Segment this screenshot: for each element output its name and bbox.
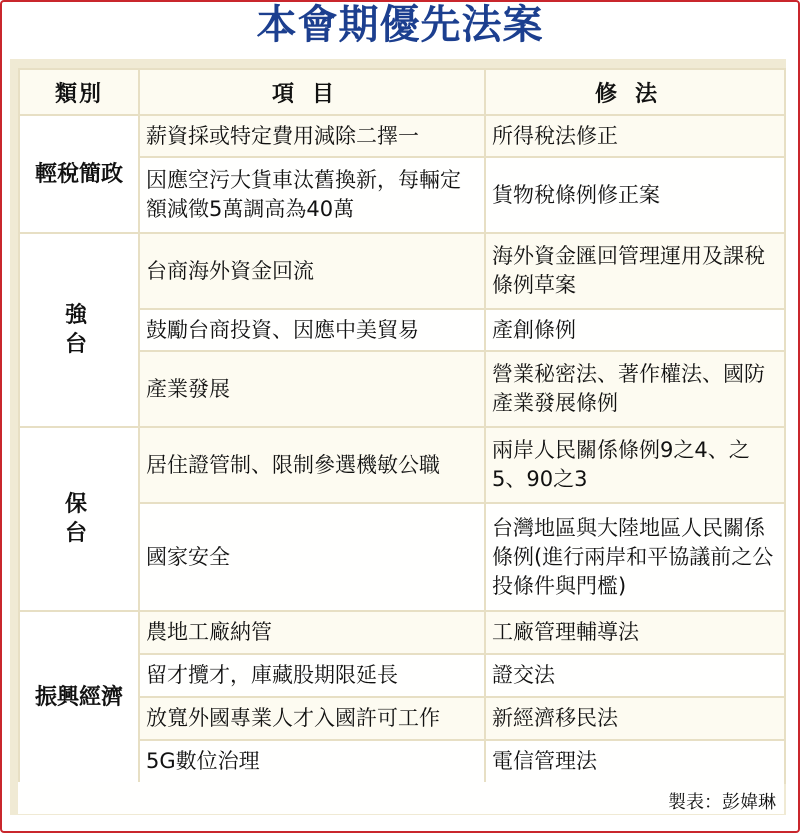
item-cell: 農地工廠納管 [139, 611, 485, 654]
category-cell: 強台 [19, 233, 139, 427]
category-cell: 振興經濟 [19, 611, 139, 783]
item-cell: 因應空污大貨車汰舊換新，每輛定額減徵5萬調高為40萬 [139, 157, 485, 233]
item-cell: 台商海外資金回流 [139, 233, 485, 309]
law-cell: 產創條例 [485, 309, 785, 351]
item-cell: 國家安全 [139, 503, 485, 611]
law-cell: 營業秘密法、著作權法、國防產業發展條例 [485, 351, 785, 427]
header-item: 項目 [139, 69, 485, 115]
page-title: 本會期優先法案 [256, 2, 544, 48]
item-cell: 薪資採或特定費用減除二擇一 [139, 115, 485, 157]
item-cell: 鼓勵台商投資、因應中美貿易 [139, 309, 485, 351]
law-cell: 貨物稅條例修正案 [485, 157, 785, 233]
law-cell: 所得稅法修正 [485, 115, 785, 157]
law-cell: 新經濟移民法 [485, 697, 785, 740]
law-cell: 海外資金匯回管理運用及課稅條例草案 [485, 233, 785, 309]
credit-text: 製表：彭媁琳 [668, 792, 776, 813]
item-cell: 留才攬才，庫藏股期限延長 [139, 654, 485, 697]
table-row [19, 233, 785, 309]
law-cell: 工廠管理輔導法 [485, 611, 785, 654]
table-row [19, 427, 785, 503]
law-cell: 台灣地區與大陸地區人民關係條例(進行兩岸和平協議前之公投條件與門檻) [485, 503, 785, 611]
item-cell: 產業發展 [139, 351, 485, 427]
bills-table [18, 68, 786, 784]
category-cell: 保台 [19, 427, 139, 611]
item-cell: 居住證管制、限制參選機敏公職 [139, 427, 485, 503]
header-category: 類別 [19, 69, 139, 115]
law-cell: 電信管理法 [485, 740, 785, 783]
item-cell: 5G數位治理 [139, 740, 485, 783]
table-row [19, 115, 785, 157]
item-cell: 放寬外國專業人才入國許可工作 [139, 697, 485, 740]
table-row [19, 611, 785, 654]
header-row [19, 69, 785, 115]
header-law: 修法 [485, 69, 785, 115]
category-cell: 輕稅簡政 [19, 115, 139, 233]
law-cell: 證交法 [485, 654, 785, 697]
law-cell: 兩岸人民關係條例9之4、之5、90之3 [485, 427, 785, 503]
